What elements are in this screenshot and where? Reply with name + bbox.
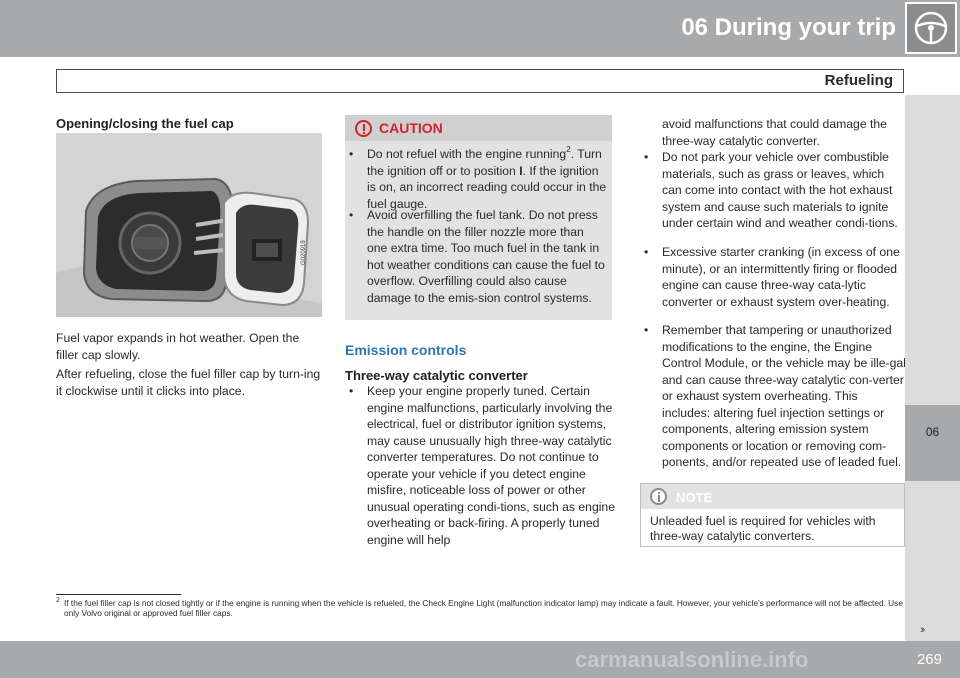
note-label: NOTE <box>676 490 713 505</box>
image-code: G020918 <box>301 240 307 265</box>
footnote-rule <box>56 594 181 595</box>
caution-bullet-engine-running <box>345 146 607 212</box>
fuel-cap-illustration <box>56 133 322 317</box>
caution-bullet-1-mid: . Turn the ignition off or to position <box>367 147 602 178</box>
right-bullet-tampering: • Remember that tampering or unauthorized modifications to the engine, the Engine Control Module, or the vehicle may be ille-gal and can cause three-way catalytic con-verter or exhaust system overheating. This includes: altering fuel injection settings or components, altering emission system components or location or removing com-ponents, and/or repeated use of leaded fuel. <box>640 322 907 471</box>
caution-bullet-1-text: Do not refuel with the engine running <box>367 147 567 161</box>
watermark: carmanualsonline.info <box>575 647 809 672</box>
emission-heading: Emission controls <box>345 342 467 358</box>
page-number: 269 <box>916 651 942 668</box>
caution-bullet-overfilling: • Avoid overfilling the fuel tank. Do not press the handle on the filler nozzle more than one extra time. Too much fuel in the tank in hot weather conditions can cause the fuel to overflow. Overfilling could also cause damage to the emis-sion control systems. <box>345 207 607 306</box>
paragraph-close-cap: After refueling, close the fuel filler cap by turn-ing it clockwise until it clicks into place. <box>56 367 321 398</box>
right-bullet-parking: • Do not park your vehicle over combustible materials, such as grass or leaves, which can come into contact with the hot exhaust system and cause such materials to ignite under certain wind and weather condi-tions. <box>640 149 907 232</box>
info-icon <box>650 488 667 505</box>
side-tab-label: 06 <box>925 425 940 439</box>
side-tab-lower <box>905 481 960 641</box>
footnote-ref: 2 <box>566 145 571 154</box>
right-bullet-cranking: • Excessive starter cranking (in excess of one minute), or an intermittently firing or flooded engine can cause three-way cata-lytic converter or exhaust system over-heating. <box>640 244 907 310</box>
footnote-number: 2 <box>56 597 60 604</box>
side-tab-chapter <box>905 405 960 481</box>
note-box <box>640 483 905 547</box>
note-text: Unleaded fuel is required for vehicles with three-way catalytic converters. <box>650 514 876 543</box>
footer-band <box>0 641 960 678</box>
fuel-cap-photo <box>56 133 322 317</box>
caution-bullet-1-end: . If the ignition is on, an incorrect reading could occur in the fuel gauge. <box>367 163 607 211</box>
ignition-position: I <box>519 163 523 178</box>
side-tab-upper <box>905 95 960 405</box>
caution-label: CAUTION <box>379 120 443 136</box>
chapter-icon-box <box>905 2 957 54</box>
note-header <box>641 484 904 509</box>
footnote-text: If the fuel filler cap is not closed tightly or if the engine is running when the vehicle is refueled, the Check Engine Light (malfunction indicator lamp) may indicate a fault. However, your vehicle's performance will not be affected. Use only Volvo original or approved fuel filler caps. <box>64 598 903 618</box>
warning-icon <box>355 120 372 137</box>
emission-bullet-tune: • Keep your engine properly tuned. Certain engine malfunctions, particularly involving the electrical, fuel or distributor ignition systems, may cause unusually high three-way catalytic converter temperatures. Do not continue to operate your vehicle if you detect engine misfire, noticeable loss of power or other unusual operating condi-tions, such as engine overheating or back-firing. A properly tuned engine will help <box>345 383 617 548</box>
section-bar <box>56 69 904 93</box>
caution-header <box>345 115 612 141</box>
fuel-cap-heading: Opening/closing the fuel cap <box>56 116 234 131</box>
steering-wheel-icon <box>913 10 949 46</box>
continued-text: avoid malfunctions that could damage the three-way catalytic converter. <box>662 117 887 148</box>
paragraph-fuel-vapor: Fuel vapor expands in hot weather. Open the filler cap slowly. <box>56 331 300 362</box>
section-title: Refueling <box>824 72 893 89</box>
next-page-marker: ›› <box>920 624 924 636</box>
catalytic-converter-subheading: Three-way catalytic converter <box>345 368 528 383</box>
chapter-title: 06 During your trip <box>681 14 896 41</box>
